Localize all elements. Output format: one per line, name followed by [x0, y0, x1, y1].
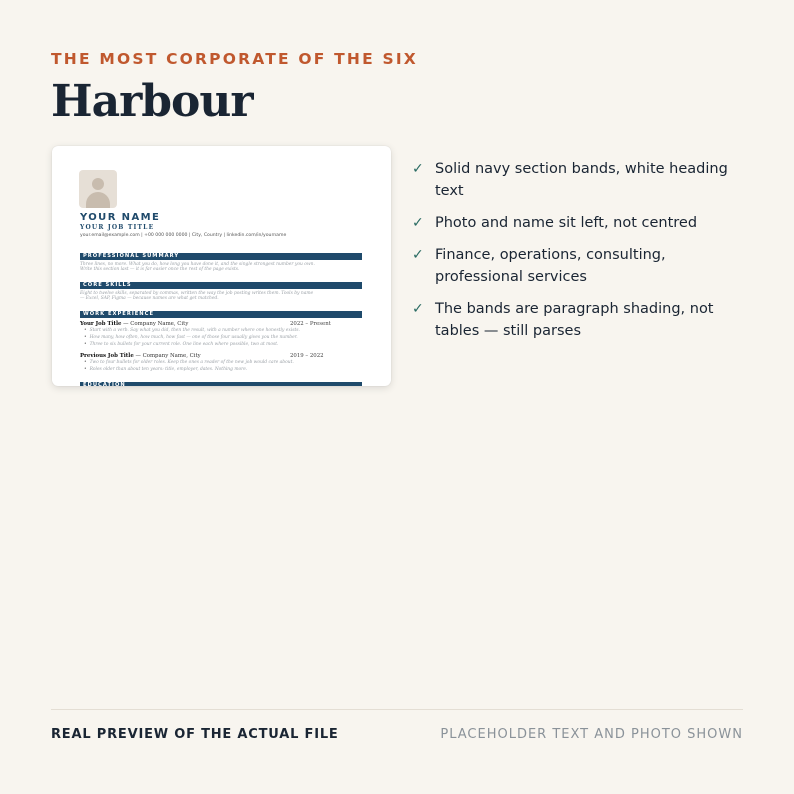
section-band-skills: CORE SKILLS	[80, 282, 362, 289]
check-icon: ✓	[412, 215, 424, 231]
feature-item: ✓ Photo and name sit left, not centred	[412, 212, 752, 234]
bullet-item: • Roles older than about ten years: title, employer, dates. Nothing more.	[84, 367, 362, 372]
bullet-item: • Three to six bullets for your current role. One line each where possible, two at most.	[84, 342, 362, 347]
job-row: Previous Job Title — Company Name, City 2019 – 2022	[80, 353, 324, 359]
photo-placeholder-icon	[79, 170, 117, 208]
section-band-summary: PROFESSIONAL SUMMARY	[80, 253, 362, 260]
skills-text: Eight to twelve skills, separated by commas, written the way the job posting writes them. Tools by name — Excel, SAP, Figma — because names are what get matched.	[80, 291, 314, 302]
feature-list	[412, 158, 752, 352]
resume-preview-card	[52, 146, 391, 386]
bullet-item: • Start with a verb. Say what you did, then the result, with a number where one honestly exists.	[84, 328, 362, 333]
summary-text: Three lines, no more. What you do, how long you have done it, and the single strongest number you own. Write this section last — it is far easier once the rest of the page exists.	[80, 262, 315, 273]
feature-item: ✓ The bands are paragraph shading, not tables — still parses	[412, 298, 752, 342]
footer-divider	[51, 709, 743, 710]
job-row: Your Job Title — Company Name, City 2022 – Present	[80, 321, 331, 327]
feature-item: ✓ Solid navy section bands, white heading text	[412, 158, 752, 202]
check-icon: ✓	[412, 161, 424, 177]
check-icon: ✓	[412, 247, 424, 263]
section-band-education: EDUCATION	[80, 382, 362, 386]
footer-right-label: PLACEHOLDER TEXT AND PHOTO SHOWN	[440, 727, 743, 742]
check-icon: ✓	[412, 301, 424, 317]
bullet-item: • Two to four bullets for older roles. Keep the ones a reader of the new job would care about.	[84, 360, 362, 365]
footer-left-label: REAL PREVIEW OF THE ACTUAL FILE	[51, 727, 339, 742]
resume-contact-line: your.email@example.com | +00 000 000 0000 | City, Country | linkedin.com/in/yourname	[80, 233, 287, 238]
section-band-experience: WORK EXPERIENCE	[80, 311, 362, 318]
resume-name: YOUR NAME	[80, 212, 161, 223]
page-title: Harbour	[51, 76, 253, 127]
bullet-item: • How many, how often, how much, how fast — one of those four usually gives you the number.	[84, 335, 362, 340]
resume-job-title: YOUR JOB TITLE	[80, 224, 155, 231]
eyebrow-label: THE MOST CORPORATE OF THE SIX	[51, 50, 418, 68]
feature-item: ✓ Finance, operations, consulting, professional services	[412, 244, 752, 288]
